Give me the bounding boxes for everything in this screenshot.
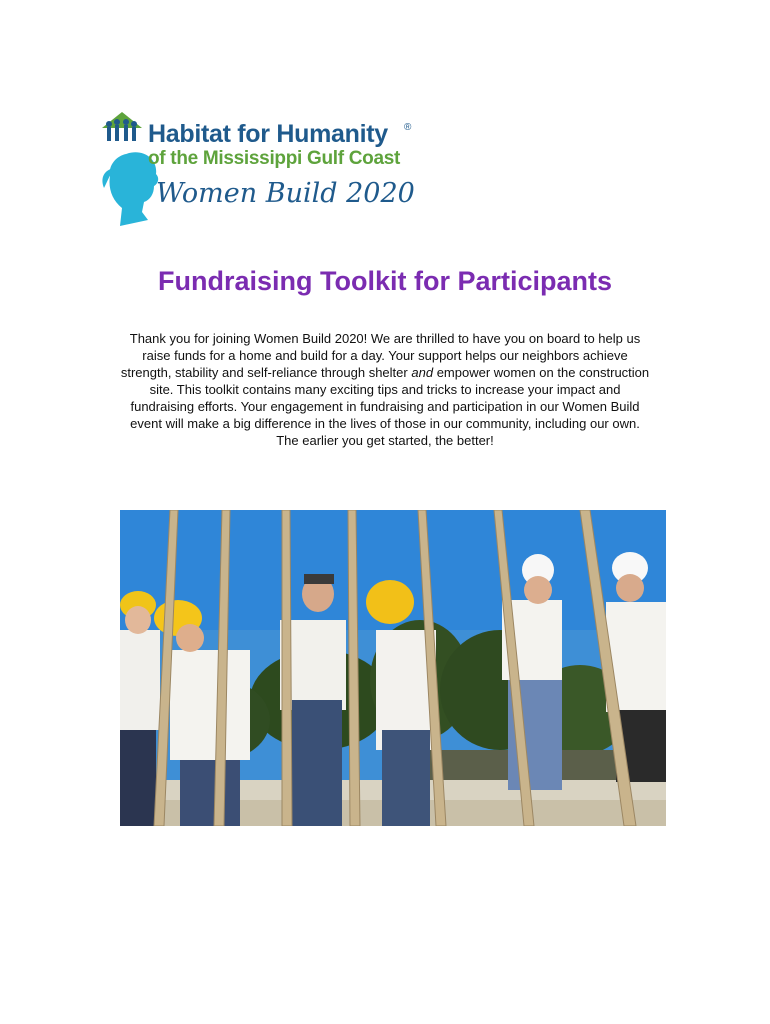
intro-text-part-1: Thank you for joining Women Build 2020! We are thrilled to have you on board to help us raise funds for a home and build for a day. Your support helps our neighbors achieve strength, stability and self-reliance through shelter [120, 331, 641, 380]
logo-organization-name: Habitat for Humanity [148, 120, 388, 148]
habitat-logo [98, 108, 428, 230]
habitat-house-icon [102, 112, 142, 141]
intro-paragraph [120, 330, 650, 432]
logo-chapter-name: of the Mississippi Gulf Coast [148, 148, 401, 169]
logo-event-name: Women Build 2020 [156, 178, 415, 209]
photo-illustration [120, 510, 666, 826]
volunteers-photo [120, 510, 666, 826]
intro-closing-line: The earlier you get started, the better! [276, 433, 494, 448]
intro-text-part-2: empower women on the construction site. This toolkit contains many exciting tips and tricks to increase your impact and fundraising efforts. Your engagement in fundraising and participation in our Women Build event will make a big difference in the lives of those in our community, including our own. [130, 365, 650, 431]
intro-emphasis: and [411, 365, 434, 380]
registered-mark: ® [404, 122, 412, 133]
page-title: Fundraising Toolkit for Participants [157, 266, 613, 296]
intro-text [120, 330, 650, 449]
